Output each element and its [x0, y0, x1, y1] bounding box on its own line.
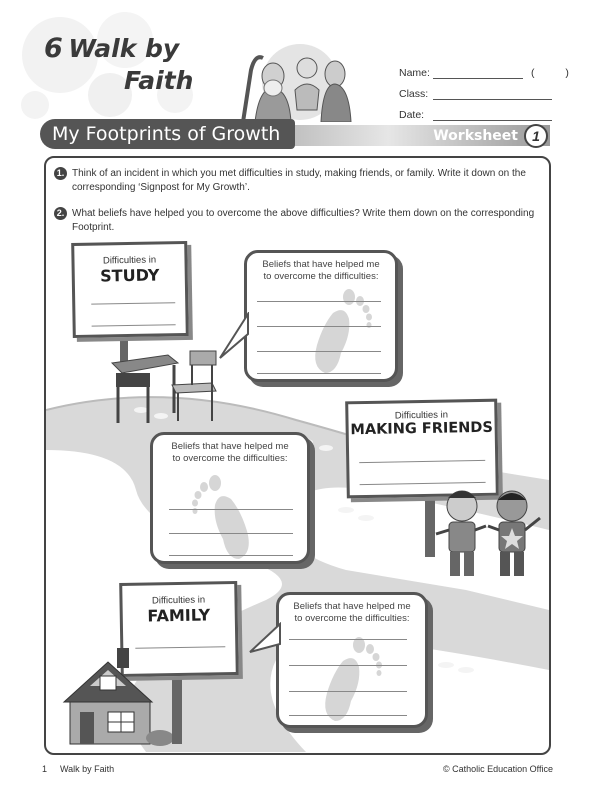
friends-beliefs-line-2[interactable]	[169, 533, 293, 534]
friends-beliefs-line-1[interactable]	[169, 509, 293, 510]
study-writing-line-1[interactable]	[91, 302, 175, 304]
footprint-icon	[187, 469, 261, 561]
footer-page-number: 1	[42, 764, 48, 774]
study-bubble-tail	[218, 312, 250, 360]
question-1-number: 1.	[54, 167, 67, 180]
family-bubble-tail	[248, 622, 282, 658]
worksheet-number: 1	[524, 124, 548, 148]
study-beliefs-prompt: Beliefs that have helped me to overcome the difficulties:	[262, 259, 380, 282]
family-beliefs-footprint	[276, 592, 428, 728]
footer-book-title: Walk by Faith	[60, 764, 115, 774]
unit-title-line1: Walk by	[68, 34, 180, 63]
unit-number: 6	[44, 33, 63, 64]
making-friends-signpost	[345, 399, 499, 499]
friends-signpost-heading: MAKING FRIENDS	[350, 419, 493, 439]
family-signpost-caption: Difficulties in	[151, 594, 206, 607]
friends-beliefs-line-3[interactable]	[169, 555, 293, 556]
family-beliefs-line-1[interactable]	[289, 639, 407, 640]
class-field[interactable]	[433, 87, 552, 100]
unit-title	[44, 34, 193, 95]
student-info-fields	[399, 58, 583, 121]
family-beliefs-line-3[interactable]	[289, 691, 407, 692]
study-writing-line-2[interactable]	[92, 324, 176, 326]
date-label: Date:	[399, 109, 425, 121]
question-1-text: Think of an incident in which you met difficulties in study, making friends, or family. Write it down on the corresponding ‘Signpost for My Growth’.	[72, 168, 526, 193]
name-label: Name:	[399, 67, 430, 79]
friends-beliefs-prompt: Beliefs that have helped me to overcome the difficulties:	[171, 441, 289, 464]
footer-copyright: © Catholic Education Office	[442, 764, 553, 774]
unit-title-line2: Faith	[124, 66, 194, 95]
friends-writing-line-2[interactable]	[360, 482, 486, 485]
name-field[interactable]	[433, 66, 523, 79]
friends-beliefs-footprint	[150, 432, 310, 564]
class-label: Class:	[399, 88, 429, 100]
study-signpost-caption: Difficulties in	[102, 254, 157, 267]
family-signpost-post	[172, 674, 182, 744]
family-signpost-heading: FAMILY	[147, 605, 211, 626]
question-2-text: What beliefs have helped you to overcome the above difficulties? Write them down on the corresponding Footprint.	[72, 208, 535, 233]
question-2-number: 2.	[54, 207, 67, 220]
holy-family-illustration	[225, 40, 375, 122]
study-beliefs-line-3[interactable]	[257, 351, 381, 352]
family-beliefs-line-4[interactable]	[289, 715, 407, 716]
study-beliefs-line-2[interactable]	[257, 326, 381, 327]
family-beliefs-prompt: Beliefs that have helped me to overcome the difficulties:	[293, 601, 411, 624]
study-beliefs-line-1[interactable]	[257, 301, 381, 302]
footprint-icon	[315, 631, 385, 723]
worksheet-label: Worksheet	[433, 128, 518, 144]
desk-chair-illustration	[108, 345, 220, 427]
study-signpost	[71, 241, 189, 338]
friends-writing-line-1[interactable]	[359, 460, 485, 463]
page-title: My Footprints of Growth	[40, 119, 295, 149]
worksheet-title-bar	[40, 119, 550, 149]
study-beliefs-footprint	[244, 250, 398, 382]
house-illustration	[60, 646, 172, 746]
friends-signpost-caption: Difficulties in	[394, 409, 449, 422]
family-beliefs-line-2[interactable]	[289, 665, 407, 666]
footprint-icon	[305, 283, 375, 375]
class-number-field[interactable]: ( )	[531, 67, 583, 79]
children-illustration	[432, 488, 544, 584]
study-signpost-heading: STUDY	[100, 265, 160, 286]
study-beliefs-line-4[interactable]	[257, 373, 381, 374]
